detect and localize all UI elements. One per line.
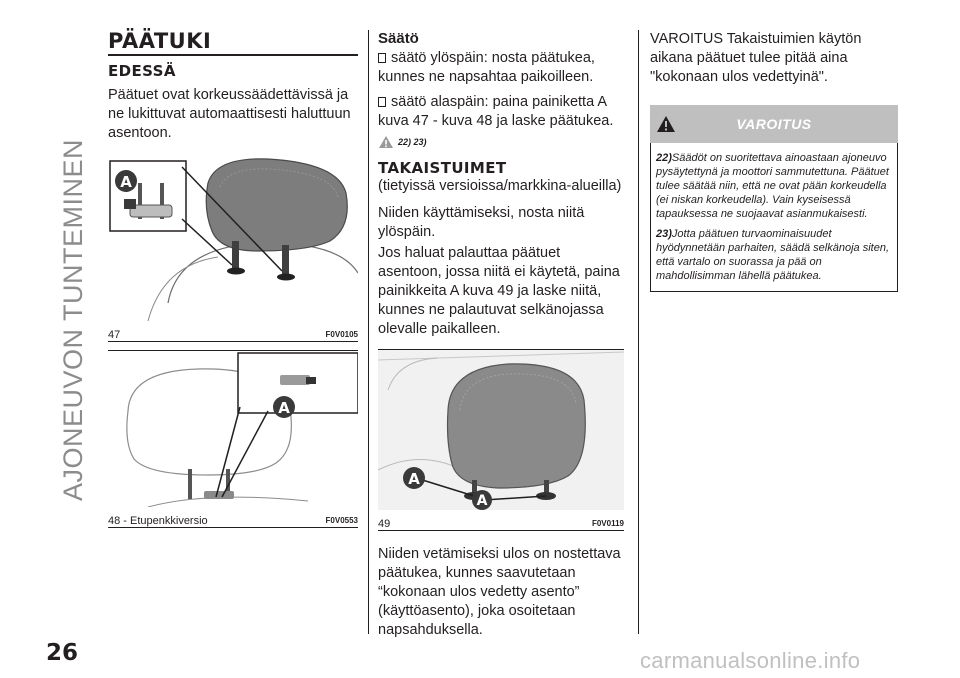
sub-heading: EDESSÄ bbox=[108, 61, 176, 80]
warning-box-body bbox=[650, 143, 898, 292]
page-number: 26 bbox=[46, 640, 79, 666]
watermark-text: carmanualsonline.info bbox=[640, 648, 861, 673]
section-subtitle: (tietyissä versioissa/markkina-alueilla) bbox=[378, 178, 622, 194]
warning-item-text: Jotta päätuen turvaominaisuudet hyödynnetään parhaiten, säädä selkänoja siten, että vartalo on suorassa ja pää on mahdollisimman lähellä päätukea. bbox=[656, 228, 890, 282]
bullet-text: säätö alaspäin: paina painiketta A kuva 47 - kuva 48 ja laske päätukea. bbox=[378, 94, 614, 129]
figure-49 bbox=[378, 349, 624, 531]
warning-reference bbox=[378, 135, 624, 149]
figure-48 bbox=[108, 350, 358, 528]
bullet-text: säätö ylöspäin: nosta päätukea, kunnes ne napsahtaa paikoilleen. bbox=[378, 50, 595, 85]
page-heading: PÄÄTUKI bbox=[108, 29, 212, 53]
callout-a-label: A bbox=[408, 470, 420, 488]
section-heading-adjustment: Säätö bbox=[378, 30, 419, 47]
column-divider bbox=[368, 30, 369, 634]
column-left bbox=[108, 30, 358, 528]
paragraph-restore: Jos haluat palauttaa päätuet asentoon, jossa niitä ei käytetä, paina painikkeita A kuva 49 ja laske niitä, kunnes ne palautuvat selkänojassa olevalle paikalleen. bbox=[378, 245, 620, 337]
figure-caption bbox=[108, 515, 358, 527]
warning-item bbox=[656, 151, 892, 221]
headrest-front-illustration bbox=[108, 153, 358, 321]
figure-caption bbox=[378, 518, 624, 530]
bullet-adjust-up bbox=[378, 49, 624, 87]
bullet-adjust-down bbox=[378, 93, 624, 131]
column-divider bbox=[638, 30, 639, 634]
warning-item-number: 22) bbox=[656, 152, 672, 164]
warning-triangle-icon bbox=[378, 135, 394, 149]
heading-rule bbox=[108, 54, 358, 56]
rear-headrest-illustration bbox=[378, 350, 624, 510]
paragraph-pull-out: Niiden vetämiseksi ulos on nostettava päätukea, kunnes saavutetaan “kokonaan ulos vedetty asento” (käyttöasento), joka osoitetaan napsahduksella. bbox=[378, 546, 621, 638]
callout-a-label: A bbox=[278, 398, 290, 417]
figure-code: F0V0119 bbox=[591, 519, 624, 528]
bullet-square-icon bbox=[378, 53, 386, 63]
figure-number: 48 - Etupenkkiversio bbox=[108, 514, 208, 527]
column-right bbox=[650, 30, 898, 292]
warning-item-text: Säädöt on suoritettava ainoastaan ajoneuvo pysäytettynä ja moottori sammutettuna. Päätuet tulee säätää niin, että ne ovat pään korkeudella (ei niskan korkeudella). Vain kyseisessä tapauksessa ne suojaavat asianmukaisesti. bbox=[656, 152, 889, 220]
figure-number: 49 bbox=[378, 518, 391, 530]
warning-item-number: 23) bbox=[656, 228, 672, 240]
warning-box-title: VAROITUS bbox=[736, 116, 812, 132]
headrest-bench-illustration bbox=[108, 351, 358, 507]
callout-a-label: A bbox=[120, 172, 132, 191]
figure-number: 47 bbox=[108, 328, 121, 341]
figure-code: F0V0553 bbox=[325, 515, 358, 525]
side-title-text: AJONEUVON TUNTEMINEN bbox=[58, 138, 88, 502]
warning-item bbox=[656, 227, 892, 283]
paragraph-raise: Niiden käyttämiseksi, nosta niitä ylöspäin. bbox=[378, 205, 585, 240]
callout-a-label: A bbox=[476, 493, 488, 509]
warning-box-header bbox=[650, 105, 898, 143]
figure-47 bbox=[108, 153, 358, 342]
column-middle bbox=[378, 30, 624, 648]
warning-refs: 22) 23) bbox=[398, 137, 427, 147]
rear-seat-warning-text: VAROITUS Takaistuimien käytön aikana päätuet tulee pitää aina "kokonaan ulos vedettyinä". bbox=[650, 31, 862, 85]
warning-box bbox=[650, 105, 898, 292]
figure-caption bbox=[108, 329, 358, 341]
section-heading-rear-seats: TAKAISTUIMET bbox=[378, 159, 507, 177]
intro-paragraph: Päätuet ovat korkeussäädettävissä ja ne lukittuvat automaattisesti haluttuun asentoon. bbox=[108, 86, 351, 141]
figure-code: F0V0105 bbox=[325, 329, 358, 339]
bullet-square-icon bbox=[378, 97, 386, 107]
